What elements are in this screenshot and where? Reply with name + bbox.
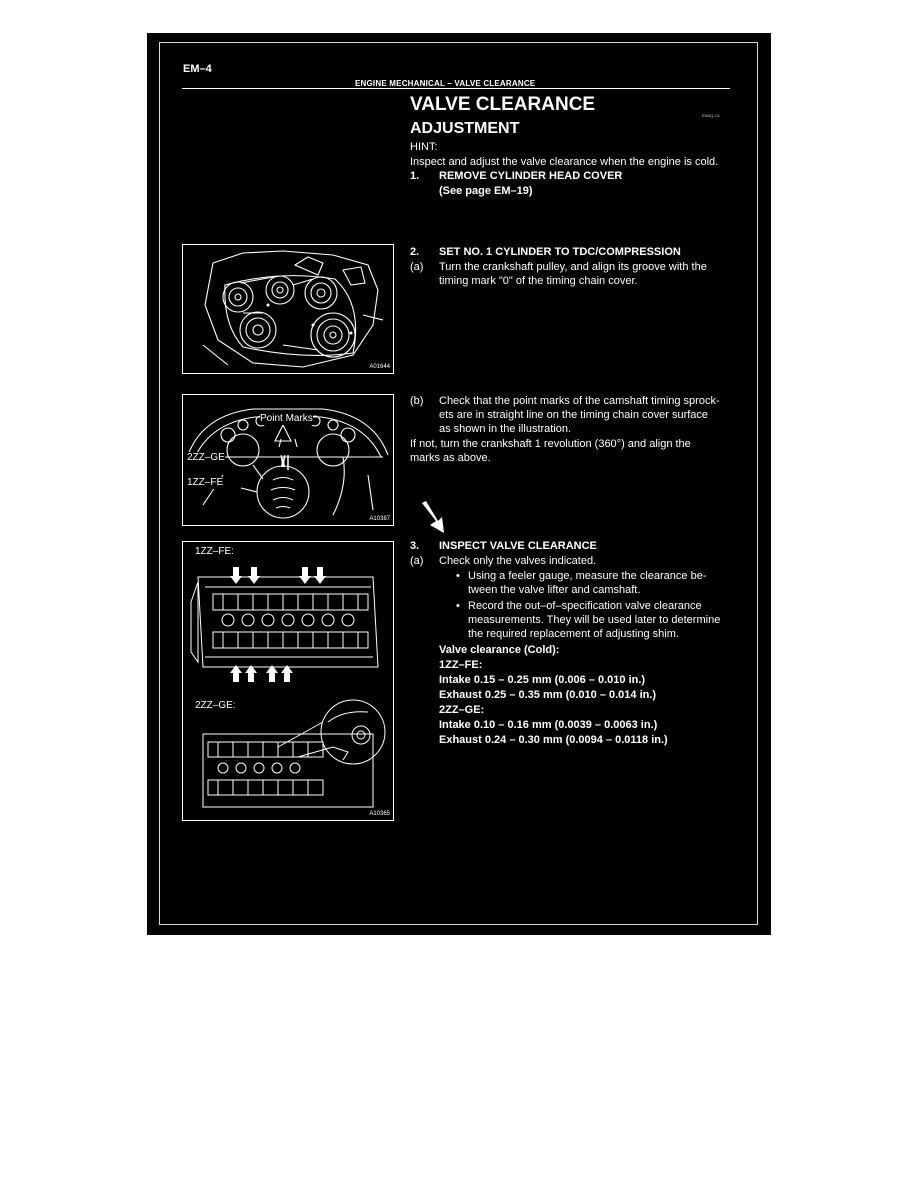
figure-crankshaft-pulley — [182, 244, 394, 374]
spec-engine-1: 1ZZ–FE: — [439, 659, 483, 671]
engine-1zz-fe-label: 1ZZ–FE: — [195, 546, 234, 557]
step3a-text: Check only the valves indicated. — [439, 555, 597, 567]
step1-number: 1. — [410, 170, 420, 182]
step2a-text-1: Turn the crankshaft pulley, and align its groove with the — [439, 261, 707, 273]
engine-1zz-fe-label: 1ZZ–FE — [187, 477, 224, 488]
bullet-2-text-1: Record the out–of–specification valve clearance — [468, 600, 702, 612]
section-title: ADJUSTMENT — [410, 120, 520, 137]
step2a-text-2: timing mark "0" of the timing chain cover. — [439, 275, 638, 287]
page-id: EM–4 — [183, 63, 212, 75]
engine-2zz-ge-label: 2ZZ–GE — [187, 452, 225, 463]
bullet-2-text-3: the required replacement of adjusting shim. — [468, 628, 679, 640]
arrow-down-right-icon — [420, 501, 446, 535]
cylinder-head-illustration — [183, 542, 393, 820]
step2b-text-3: as shown in the illustration. — [439, 423, 572, 435]
step3-title: INSPECT VALVE CLEARANCE — [439, 540, 597, 552]
manual-page — [147, 33, 771, 935]
hint-text: Inspect and adjust the valve clearance when the engine is cold. — [410, 156, 719, 168]
figure-code: A10365 — [369, 811, 390, 817]
step2b-label: (b) — [410, 395, 424, 407]
bullet-2-mark: • — [456, 600, 460, 612]
bullet-1-text-2: tween the valve lifter and camshaft. — [468, 584, 641, 596]
step2b-text-2: ets are in straight line on the timing chain cover surface — [439, 409, 709, 421]
engine-2zz-ge-label: 2ZZ–GE: — [195, 700, 236, 711]
spec-2-intake: Intake 0.10 – 0.16 mm (0.0039 – 0.0063 in.) — [439, 719, 658, 731]
point-marks-label: Point Marks — [260, 413, 313, 424]
engine-front-illustration — [183, 245, 393, 373]
step3-number: 3. — [410, 540, 420, 552]
running-header: ENGINE MECHANICAL – VALVE CLEARANCE — [355, 79, 536, 88]
bullet-1-mark: • — [456, 570, 460, 582]
hint-label: HINT: — [410, 141, 438, 153]
header-rule — [182, 88, 730, 89]
spec-1-intake: Intake 0.15 – 0.25 mm (0.006 – 0.010 in.) — [439, 674, 646, 686]
bullet-1-text-1: Using a feeler gauge, measure the clearance be- — [468, 570, 707, 582]
spec-engine-2: 2ZZ–GE: — [439, 704, 485, 716]
step1-ref: (See page EM–19) — [439, 185, 533, 197]
step2a-label: (a) — [410, 261, 424, 273]
spec-1-exhaust: Exhaust 0.25 – 0.35 mm (0.010 – 0.014 in.) — [439, 689, 657, 701]
step1-title: REMOVE CYLINDER HEAD COVER — [439, 170, 623, 182]
spec-2-exhaust: Exhaust 0.24 – 0.30 mm (0.0094 – 0.0118 in.) — [439, 734, 668, 746]
step2-title: SET NO. 1 CYLINDER TO TDC/COMPRESSION — [439, 246, 681, 258]
step3a-label: (a) — [410, 555, 424, 567]
doc-code: EM0Q–01 — [702, 113, 721, 118]
step2-note-1: If not, turn the crankshaft 1 revolution (360°) and align the — [410, 438, 691, 450]
step2b-text-1: Check that the point marks of the camshaft timing sprock- — [439, 395, 720, 407]
figure-code: A01644 — [369, 364, 390, 370]
figure-valve-check — [182, 541, 394, 821]
step2-note-2: marks as above. — [410, 452, 491, 464]
bullet-2-text-2: measurements. They will be used later to determine — [468, 614, 721, 626]
page-title: VALVE CLEARANCE — [410, 94, 596, 115]
figure-point-marks — [182, 394, 394, 526]
step2-number: 2. — [410, 246, 420, 258]
figure-code: A10387 — [369, 516, 390, 522]
spec-heading: Valve clearance (Cold): — [439, 644, 560, 656]
